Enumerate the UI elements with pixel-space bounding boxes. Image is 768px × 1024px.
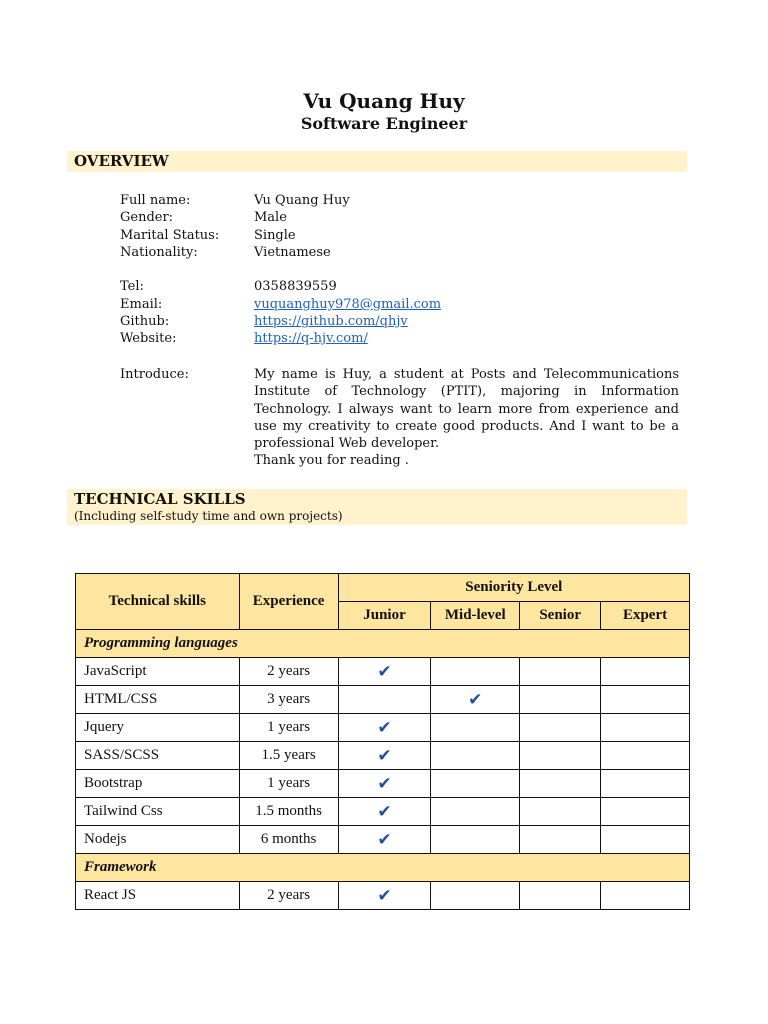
col-header-senior: Senior <box>520 602 601 630</box>
col-header-expert: Expert <box>601 602 690 630</box>
info-row-tel <box>120 278 680 295</box>
level-cell-senior <box>520 686 601 714</box>
skill-name: HTML/CSS <box>76 686 240 714</box>
skill-experience: 2 years <box>239 658 338 686</box>
skill-name: Tailwind Css <box>76 798 240 826</box>
info-label: Marital Status: <box>120 227 220 243</box>
level-cell-junior <box>338 826 431 854</box>
info-row-github <box>120 313 680 330</box>
table-row <box>76 882 690 910</box>
website-link[interactable]: https://q-hjv.com/ <box>254 331 368 347</box>
level-cell-senior <box>520 798 601 826</box>
level-cell-mid-level <box>431 882 520 910</box>
table-row <box>76 798 690 826</box>
skill-name: JavaScript <box>76 658 240 686</box>
introduce-label: Introduce: <box>120 367 189 382</box>
table-row <box>76 714 690 742</box>
level-cell-mid-level <box>431 658 520 686</box>
skill-name: React JS <box>76 882 240 910</box>
skill-name: Nodejs <box>76 826 240 854</box>
info-label: Website: <box>120 331 177 347</box>
level-cell-expert <box>601 826 690 854</box>
overview-title: OVERVIEW <box>74 152 169 170</box>
personal-info <box>120 192 680 348</box>
info-value: Male <box>254 210 287 226</box>
level-cell-junior <box>338 742 431 770</box>
level-cell-mid-level <box>431 826 520 854</box>
tel-value: 0358839559 <box>254 279 337 295</box>
level-cell-junior <box>338 714 431 742</box>
skill-name: SASS/SCSS <box>76 742 240 770</box>
table-row <box>76 826 690 854</box>
skill-name: Bootstrap <box>76 770 240 798</box>
level-cell-senior <box>520 770 601 798</box>
overview-section-header <box>67 151 687 172</box>
introduce-text: My name is Huy, a student at Posts and Telecommunications Institute of Technology (PTIT), majoring in Information Technology. I always want to learn more from experience and use my creativity to create good products. And I want to be a professional Web developer. <box>254 367 679 452</box>
info-row-website <box>120 330 680 347</box>
table-row <box>76 742 690 770</box>
info-label: Full name: <box>120 193 191 208</box>
skill-experience: 1.5 years <box>239 742 338 770</box>
info-label: Github: <box>120 314 170 330</box>
check-icon: ✔ <box>377 745 392 765</box>
info-row-marital-status <box>120 227 680 244</box>
technical-skills-subtitle: (Including self-study time and own projects) <box>74 509 343 523</box>
introduce-block <box>120 366 679 470</box>
info-label: Gender: <box>120 210 174 226</box>
table-row <box>76 658 690 686</box>
level-cell-expert <box>601 714 690 742</box>
level-cell-senior <box>520 882 601 910</box>
skills-table-body <box>76 630 690 910</box>
table-row <box>76 770 690 798</box>
level-cell-junior <box>338 798 431 826</box>
info-label: Nationality: <box>120 244 198 260</box>
github-link[interactable]: https://github.com/qhjv <box>254 314 408 330</box>
level-cell-senior <box>520 714 601 742</box>
skill-experience: 1 years <box>239 770 338 798</box>
info-label: Tel: <box>120 279 144 295</box>
level-cell-expert <box>601 798 690 826</box>
level-cell-senior <box>520 742 601 770</box>
technical-skills-table <box>75 573 690 910</box>
table-group-row <box>76 630 690 658</box>
level-cell-mid-level <box>431 742 520 770</box>
introduce-body <box>254 366 679 470</box>
check-icon: ✔ <box>377 717 392 737</box>
spacer <box>120 261 680 278</box>
skill-experience: 1 years <box>239 714 338 742</box>
table-row <box>76 686 690 714</box>
level-cell-expert <box>601 658 690 686</box>
level-cell-mid-level <box>431 686 520 714</box>
level-cell-junior <box>338 770 431 798</box>
info-row-nationality <box>120 244 680 261</box>
group-label: Framework <box>76 854 690 882</box>
check-icon: ✔ <box>377 829 392 849</box>
level-cell-junior <box>338 882 431 910</box>
level-cell-expert <box>601 882 690 910</box>
table-header-row <box>76 574 690 602</box>
col-header-seniority: Seniority Level <box>338 574 689 602</box>
level-cell-mid-level <box>431 770 520 798</box>
level-cell-senior <box>520 658 601 686</box>
level-cell-mid-level <box>431 714 520 742</box>
check-icon: ✔ <box>377 773 392 793</box>
col-header-skill: Technical skills <box>76 574 240 630</box>
candidate-name: Vu Quang Huy <box>303 89 465 113</box>
level-cell-junior <box>338 686 431 714</box>
skill-experience: 3 years <box>239 686 338 714</box>
info-row-gender <box>120 209 680 226</box>
skill-experience: 1.5 months <box>239 798 338 826</box>
level-cell-senior <box>520 826 601 854</box>
thanks-text: Thank you for reading . <box>254 453 409 469</box>
skill-experience: 6 months <box>239 826 338 854</box>
level-cell-junior <box>338 658 431 686</box>
level-cell-expert <box>601 742 690 770</box>
check-icon: ✔ <box>377 661 392 681</box>
level-cell-expert <box>601 770 690 798</box>
info-row-email <box>120 296 680 313</box>
info-value: Vu Quang Huy <box>254 193 350 208</box>
col-header-experience: Experience <box>239 574 338 630</box>
skill-experience: 2 years <box>239 882 338 910</box>
email-link[interactable]: vuquanghuy978@gmail.com <box>254 296 442 312</box>
level-cell-mid-level <box>431 798 520 826</box>
col-header-mid-level: Mid-level <box>431 602 520 630</box>
info-label: Email: <box>120 296 163 312</box>
check-icon: ✔ <box>377 885 392 905</box>
candidate-role: Software Engineer <box>300 114 468 133</box>
check-icon: ✔ <box>377 801 392 821</box>
technical-skills-section-header <box>67 489 687 525</box>
info-row-full-name <box>120 192 680 209</box>
group-label: Programming languages <box>76 630 690 658</box>
col-header-junior: Junior <box>338 602 431 630</box>
skill-name: Jquery <box>76 714 240 742</box>
level-cell-expert <box>601 686 690 714</box>
table-group-row <box>76 854 690 882</box>
info-value: Single <box>254 227 296 243</box>
check-icon: ✔ <box>468 689 483 709</box>
technical-skills-title: TECHNICAL SKILLS <box>74 490 246 508</box>
info-value: Vietnamese <box>254 244 331 260</box>
